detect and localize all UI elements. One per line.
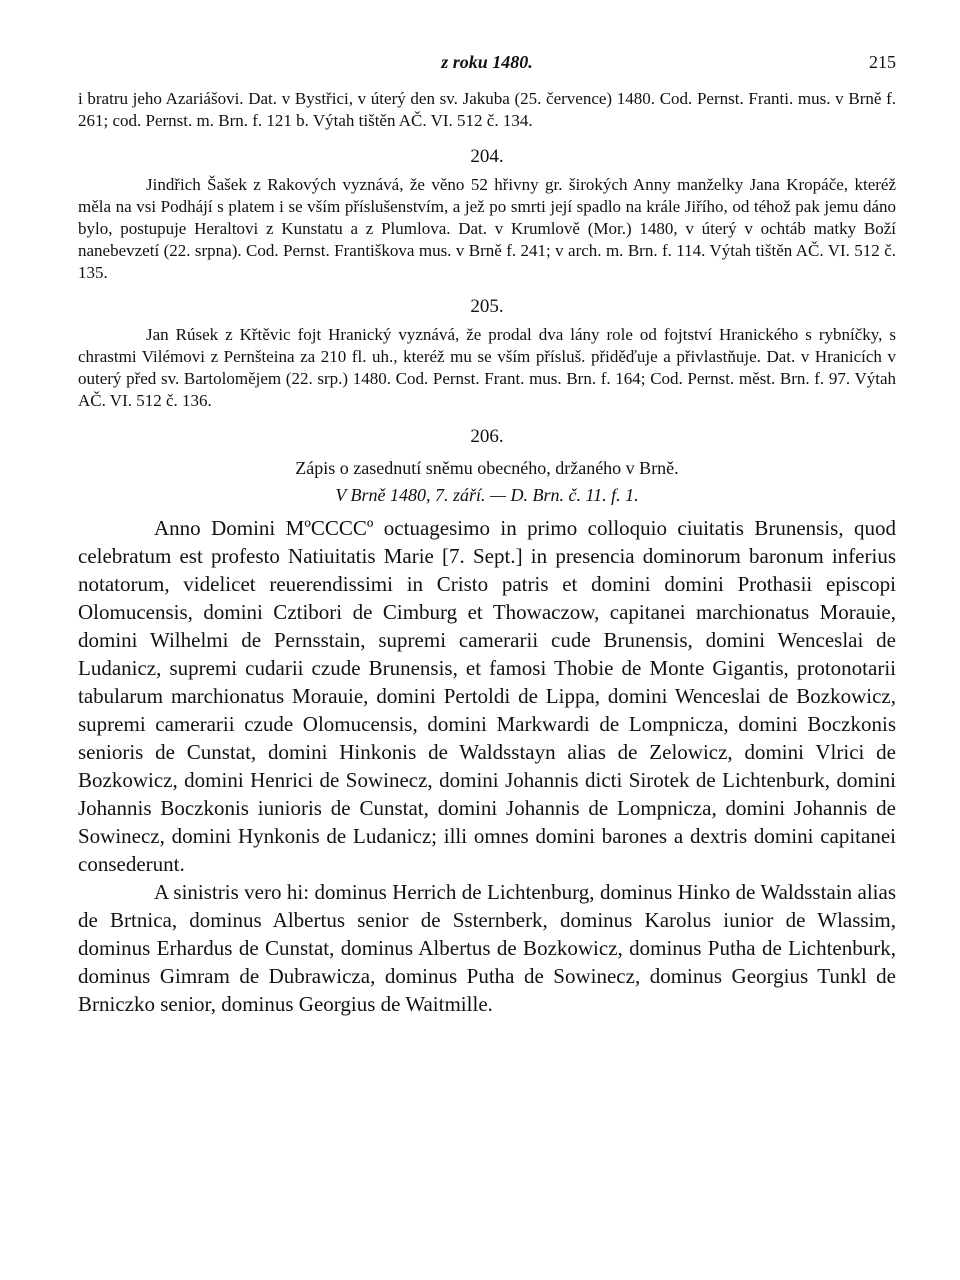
entry-text-205: Jan Rúsek z Křtěvic fojt Hranický vyznává, že prodal dva lány role od fojtství Hranického s rybníčky, s chrastmi Vilémovi z Pernšteina za 210 fl. uh., kteréž mu se vším přísluš. přiděďuje a přivlastňuje. Dat. v Hranicích v outerý před sv. Bartolomějem (22. srp.) 1480. Cod. Pernst. Frant. mus. Brn. f. 164; Cod. Pernst. měst. Brn. f. 97. Výtah AČ. VI. 512 č. 136. <box>78 325 896 410</box>
page-number: 215 <box>869 52 896 72</box>
latin-paragraph-2: A sinistris vero hi: dominus Herrich de Lichtenburg, dominus Hinko de Waldsstain alias de Brtnica, dominus Albertus senior de Ssternberk, dominus Karolus iunior de Wlassim, dominus Erhardus de Cunstat, dominus Albertus de Bozkowicz, dominus Putha de Lichtenburk, dominus Gimram de Dubrawicza, dominus Putha de Sowinecz, dominus Georgius Tunkl de Brniczko senior, dominus Georgius de Waitmille. <box>78 880 896 1016</box>
book-page <box>78 48 896 1018</box>
latin-paragraph-1: Anno Domini MºCCCCº octuagesimo in primo colloquio ciuitatis Brunensis, quod celebratum est profesto Natiuitatis Marie [7. Sept.] in presencia dominorum baronum inferius notatorum, videlicet reuerendissimi in Cristo patris et domini domini Prothasii episcopi Olomucensis, domini Cztibori de Cimburg et Thowaczow, capitanei marchionatus Morauie, domini Wilhelmi de Pernsstain, supremi camerarii cude Brunensis, domini Wenceslai de Ludanicz, supremi cudarii czude Brunensis, et famosi Thobie de Monte Gigantis, protonotarii tabularum marchionatus Morauie, domini Pertoldi de Lippa, domini Wenceslai de Bozkowicz, supremi camerarii czude Olomucensis, domini Markwardi de Lompnicza, domini Boczkonis senioris de Cunstat, domini Hinkonis de Waldsstayn alias de Zelowicz, domini Vlrici de Bozkowicz, domini Henrici de Sowinecz, domini Johannis dicti Sirotek de Lichtenburk, domini Johannis Boczkonis iunioris de Cunstat, domini Johannis de Lompnicza, domini Johannis de Sowinecz, domini Hynkonis de Ludanicz; illi omnes domini barones a dextris domini capitanei consederunt. <box>78 516 896 876</box>
running-title: z roku 1480. <box>441 52 533 72</box>
continuation-paragraph: i bratru jeho Azariášovi. Dat. v Bystřici, v úterý den sv. Jakuba (25. července) 1480. Cod. Pernst. Franti. mus. v Brně f. 261; cod. Pernst. m. Brn. f. 121 b. Výtah tištěn AČ. VI. 512 č. 134. <box>78 89 896 130</box>
entry-text-204: Jindřich Šašek z Rakových vyznává, že věno 52 hřivny gr. širokých Anny manželky Jana Kropáče, kteréž měla na vsi Podhájí s platem i se vším příslušenstvím, a jež po smrti její spadlo na krále Jiřího, od téhož pak jemu dáno bylo, postupuje Heraltovi z Kunstatu a z Plumlova. Dat. v Krumlově (Mor.) 1480, v úterý v ochtáb matky Boží nanebevzetí (22. srpna). Cod. Pernst. Františkova mus. v Brně f. 241; v arch. m. Brn. f. 114. Výtah tištěn AČ. VI. 512 č. 135. <box>78 175 896 282</box>
entry-number-205: 205. <box>470 296 504 317</box>
entry-number-204: 204. <box>470 146 504 167</box>
running-head <box>78 48 896 82</box>
entry-number-206: 206. <box>470 426 504 447</box>
document-title: Zápis o zasednutí sněmu obecného, držaného v Brně. <box>295 458 679 478</box>
document-dateline: V Brně 1480, 7. září. — D. Brn. č. 11. f. 1. <box>335 485 639 505</box>
